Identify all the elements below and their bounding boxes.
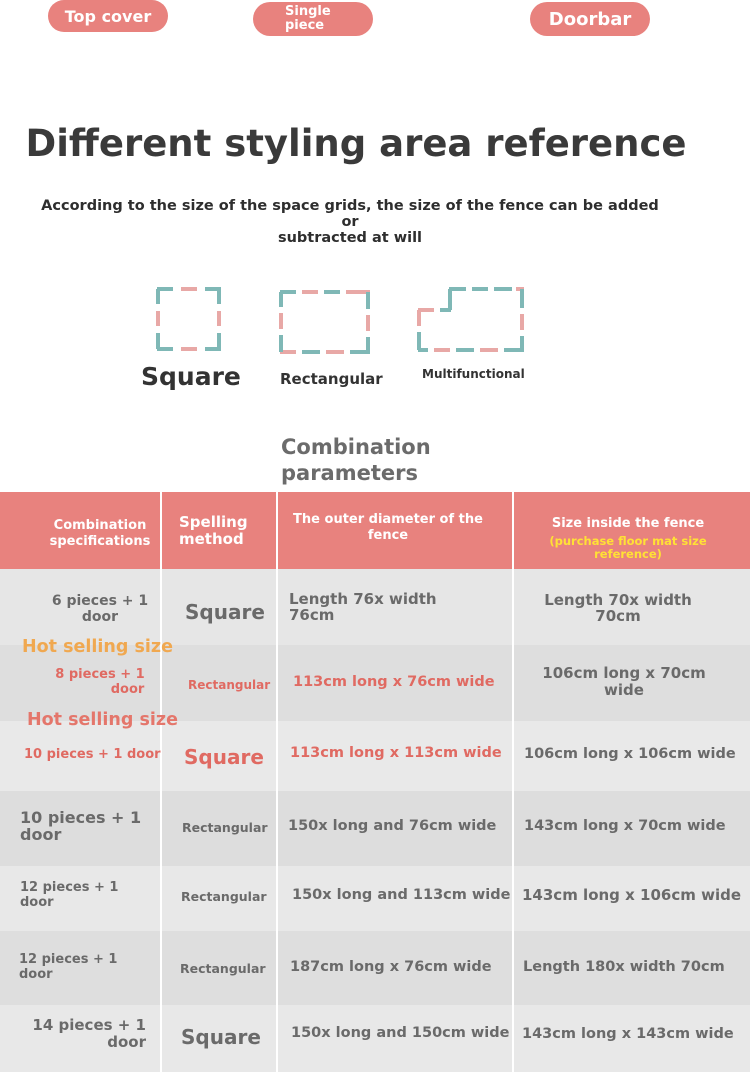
row7-spec-line2: door bbox=[107, 1033, 146, 1051]
header-col2 bbox=[179, 514, 248, 548]
header-col4-note-line2: reference) bbox=[594, 547, 662, 561]
column-divider-3 bbox=[512, 492, 514, 1072]
doorbar-pill: Doorbar bbox=[530, 2, 650, 36]
row5-spec-line2: door bbox=[20, 895, 54, 910]
row5-inner: 143cm long x 106cm wide bbox=[522, 886, 742, 904]
column-divider-1 bbox=[160, 492, 162, 1072]
row3-outer: 113cm long x 113cm wide bbox=[290, 745, 502, 761]
row2-spec-line2: door bbox=[110, 682, 145, 697]
header-col3 bbox=[282, 512, 494, 544]
header-col4 bbox=[520, 516, 736, 561]
header-col3-line2: fence bbox=[367, 528, 409, 543]
rectangular-shape-icon bbox=[278, 289, 372, 355]
row2-method: Rectangular bbox=[188, 678, 271, 692]
top-cover-pill: Top cover bbox=[48, 0, 168, 32]
row7-spec bbox=[26, 1017, 146, 1051]
row2-outer: 113cm long x 76cm wide bbox=[293, 674, 495, 690]
hot-selling-label-2: Hot selling size bbox=[27, 710, 178, 730]
column-divider-2 bbox=[276, 492, 278, 1072]
row4-inner: 143cm long x 70cm wide bbox=[524, 818, 726, 834]
combo-title-line-2: parameters bbox=[281, 461, 418, 485]
row4-spec-line1: 10 pieces + 1 bbox=[20, 808, 142, 827]
page-subtitle bbox=[40, 198, 660, 246]
row7-spec-line1: 14 pieces + 1 bbox=[32, 1016, 146, 1034]
header-col1 bbox=[40, 518, 160, 550]
row2-inner bbox=[528, 665, 720, 699]
row1-spec bbox=[40, 593, 160, 625]
row5-spec bbox=[20, 880, 118, 910]
header-col4-note bbox=[520, 535, 736, 561]
row5-spec-line1: 12 pieces + 1 bbox=[20, 880, 119, 895]
combo-title-line-1: Combination bbox=[281, 435, 431, 459]
row4-method: Rectangular bbox=[182, 820, 268, 835]
row1-spec-line1: 6 pieces + 1 bbox=[51, 593, 149, 609]
row6-outer: 187cm long x 76cm wide bbox=[290, 959, 492, 975]
row7-inner: 143cm long x 143cm wide bbox=[522, 1026, 734, 1042]
row1-outer-line1: Length 76x width bbox=[289, 590, 437, 608]
row1-inner-line1: Length 70x width bbox=[544, 591, 692, 609]
row6-spec-line1: 12 pieces + 1 bbox=[19, 952, 118, 967]
row1-method: Square bbox=[185, 600, 265, 624]
combination-parameters-title bbox=[281, 434, 431, 486]
row3-method: Square bbox=[184, 745, 264, 769]
subtitle-line-2: subtracted at will bbox=[277, 230, 423, 246]
row7-outer: 150x long and 150cm wide bbox=[291, 1025, 510, 1041]
row6-inner: Length 180x width 70cm bbox=[523, 959, 725, 975]
row2-spec-line1: 8 pieces + 1 bbox=[55, 667, 145, 682]
hot-selling-label-1: Hot selling size bbox=[22, 637, 173, 657]
rectangular-shape-label: Rectangular bbox=[280, 370, 383, 388]
square-shape-icon bbox=[155, 286, 223, 352]
row7-method: Square bbox=[181, 1025, 261, 1049]
header-col2-line2: method bbox=[179, 530, 244, 548]
subtitle-line-1: According to the size of the space grids, the size of the fence can be added or bbox=[41, 198, 659, 230]
single-piece-pill bbox=[253, 2, 373, 36]
row2-inner-line1: 106cm long x 70cm bbox=[542, 664, 706, 682]
multifunctional-shape-icon bbox=[416, 286, 526, 354]
multifunctional-shape-label: Multifunctional bbox=[422, 367, 525, 381]
header-col2-line1: Spelling bbox=[179, 513, 248, 531]
row1-spec-line2: door bbox=[81, 609, 119, 625]
row1-inner-line2: 70cm bbox=[595, 607, 641, 625]
header-col1-line1: Combination bbox=[53, 518, 147, 533]
row1-outer bbox=[289, 591, 437, 623]
row4-spec-line2: door bbox=[20, 825, 62, 844]
square-shape-label: Square bbox=[141, 362, 241, 391]
row5-outer: 150x long and 113cm wide bbox=[292, 887, 511, 903]
header-col4-title: Size inside the fence bbox=[551, 516, 705, 531]
single-piece-label: Single piece bbox=[285, 4, 331, 33]
header-col4-note-line1: (purchase floor mat size bbox=[549, 534, 707, 548]
page-title: Different styling area reference bbox=[25, 122, 687, 165]
row6-spec bbox=[19, 952, 117, 982]
row4-outer: 150x long and 76cm wide bbox=[288, 818, 497, 834]
row6-method: Rectangular bbox=[180, 961, 266, 976]
header-col3-line1: The outer diameter of the bbox=[293, 512, 483, 527]
row6-spec-line2: door bbox=[19, 967, 53, 982]
row4-spec bbox=[20, 809, 141, 843]
row1-outer-line2: 76cm bbox=[289, 606, 335, 624]
row5-method: Rectangular bbox=[181, 889, 267, 904]
row1-inner bbox=[522, 592, 714, 624]
row2-spec bbox=[40, 667, 160, 697]
row3-spec: 10 pieces + 1 door bbox=[24, 747, 161, 762]
row3-inner: 106cm long x 106cm wide bbox=[524, 746, 736, 762]
header-col1-line2: specifications bbox=[49, 534, 151, 549]
row2-inner-line2: wide bbox=[604, 681, 644, 699]
